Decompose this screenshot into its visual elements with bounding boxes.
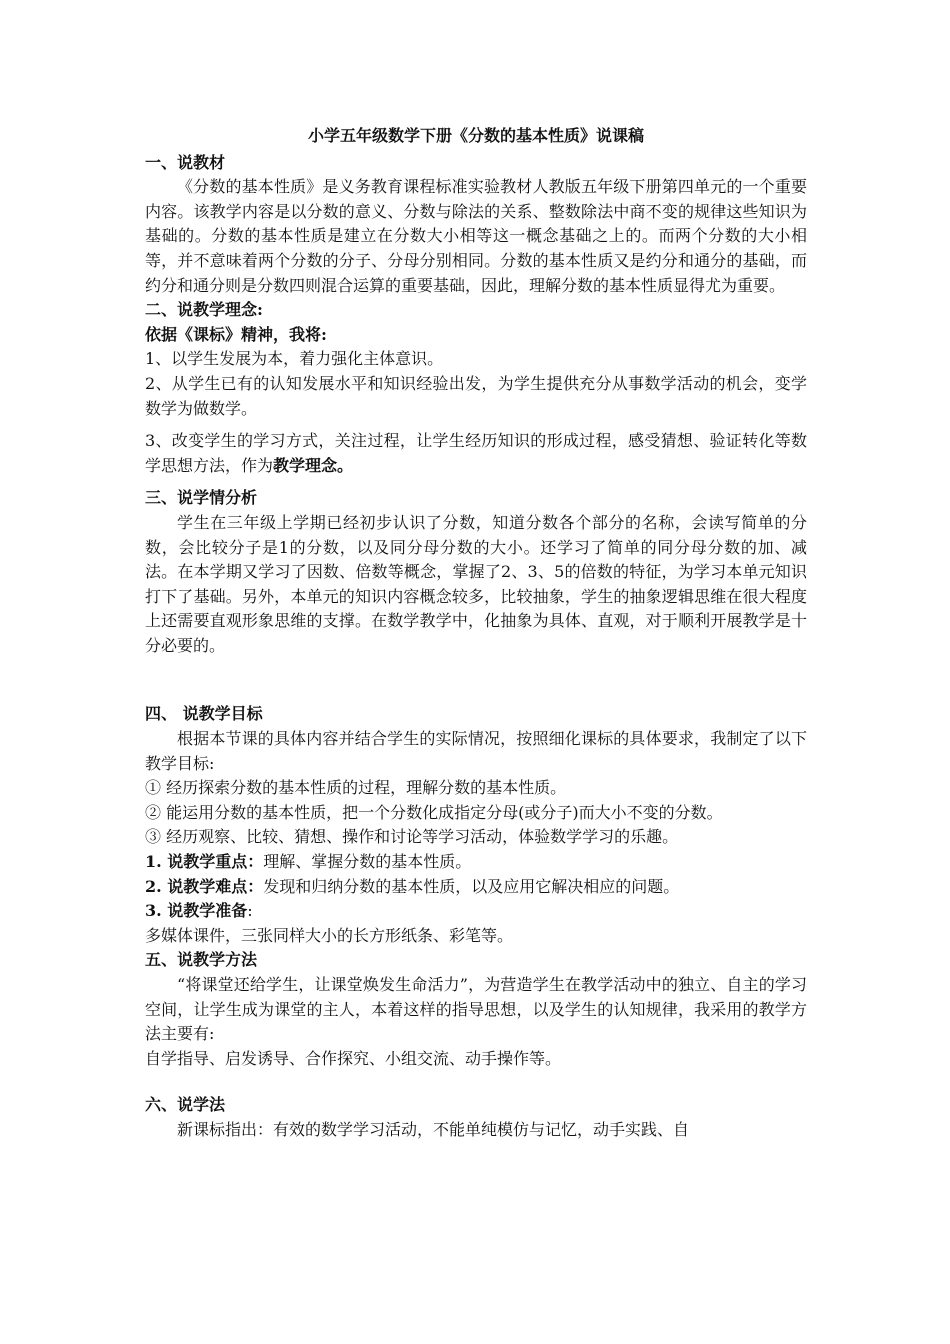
section-5-heading: 五、说教学方法 xyxy=(145,950,258,970)
section-2-item-3-text: 3、改变学生的学习方式，关注过程，让学生经历知识的形成过程，感受猜想、验证转化等数学思想方法，作为 xyxy=(145,431,807,475)
section-4-preparation-text: 多媒体课件，三张同样大小的长方形纸条、彩笔等。 xyxy=(145,925,514,945)
section-3-heading: 三、说学情分析 xyxy=(145,488,258,508)
section-2-subheading: 依据《课标》精神，我将: xyxy=(145,324,327,344)
section-5-body: “将课堂还给学生，让课堂焕发生命活力”，为营造学生在教学活动中的独立、自主的学习空间，让学生成为课堂的主人，本着这样的指导思想，以及学生的认知规律，我采用的教学方法主要有: xyxy=(145,975,807,1044)
section-4-preparation xyxy=(145,899,807,924)
section-2-item-3-bold: 教学理念。 xyxy=(273,455,354,475)
section-6-body: 新课标指出：有效的数学学习活动，不能单纯模仿与记忆，动手实践、自 xyxy=(177,1119,690,1139)
difficulty-text: 发现和归纳分数的基本性质，以及应用它解决相应的问题。 xyxy=(263,876,680,896)
section-6-heading: 六、说学法 xyxy=(145,1095,226,1115)
section-4-goal-2: ② 能运用分数的基本性质，把一个分数化成指定分母(或分子)而大小不变的分数。 xyxy=(145,802,723,822)
section-2-heading: 二、说教学理念: xyxy=(145,300,263,320)
key-point-label: 1. 说教学重点 xyxy=(145,852,248,872)
key-point-colon: ： xyxy=(247,852,264,872)
difficulty-colon: ： xyxy=(247,876,264,896)
document-title: 小学五年级数学下册《分数的基本性质》说课稿 xyxy=(307,126,644,145)
section-2-item-1: 1、以学生发展为本，着力强化主体意识。 xyxy=(145,349,444,369)
section-2-item-2: 2、从学生已有的认知发展水平和知识经验出发，为学生提供充分从事数学活动的机会，变学数学为做数学。 xyxy=(145,373,807,418)
section-4-heading: 四、 说教学目标 xyxy=(145,704,263,724)
preparation-label: 3. 说教学准备 xyxy=(145,901,248,921)
section-3-body: 学生在三年级上学期已经初步认识了分数，知道分数各个部分的名称，会读写简单的分数，会比较分子是1的分数，以及同分母分数的大小。还学习了简单的同分母分数的加、减法。在本学期又学习了因数、倍数等概念，掌握了2、3、5的倍数的特征，为学习本单元知识打下了基础。另外，本单元的知识内容概念较多，比较抽象，学生的抽象逻辑思维在很大程度上还需要直观形象思维的支撑。在数学教学中，化抽象为具体、直观，对于顺利开展教学是十分必要的。 xyxy=(145,512,807,655)
document-content xyxy=(145,124,807,1143)
section-4-goal-1: ① 经历探索分数的基本性质的过程，理解分数的基本性质。 xyxy=(145,778,567,798)
section-5-methods: 自学指导、启发诱导、合作探究、小组交流、动手操作等。 xyxy=(145,1048,562,1068)
section-4-intro: 根据本节课的具体内容并结合学生的实际情况，按照细化课标的具体要求，我制定了以下教学目标: xyxy=(145,729,807,773)
key-point-text: 理解、掌握分数的基本性质。 xyxy=(263,852,472,872)
section-2-item-3 xyxy=(145,429,807,478)
section-4-goal-3: ③ 经历观察、比较、猜想、操作和讨论等学习活动，体验数学学习的乐趣。 xyxy=(145,827,679,847)
section-4-key-point xyxy=(145,850,807,875)
section-4-difficulty xyxy=(145,875,807,900)
section-1-heading: 一、说教材 xyxy=(145,152,226,172)
preparation-colon: : xyxy=(247,901,253,921)
difficulty-label: 2. 说教学难点 xyxy=(145,876,248,896)
section-1-body: 《分数的基本性质》是义务教育课程标准实验教材人教版五年级下册第四单元的一个重要内容。该教学内容是以分数的意义、分数与除法的关系、整数除法中商不变的规律这些知识为基础的。分数的基本性质是建立在分数大小相等这一概念基础之上的。而两个分数的大小相等，并不意味着两个分数的分子、分母分别相同。分数的基本性质又是约分和通分的基础，而约分和通分则是分数四则混合运算的重要基础，因此，理解分数的基本性质显得尤为重要。 xyxy=(145,177,807,295)
